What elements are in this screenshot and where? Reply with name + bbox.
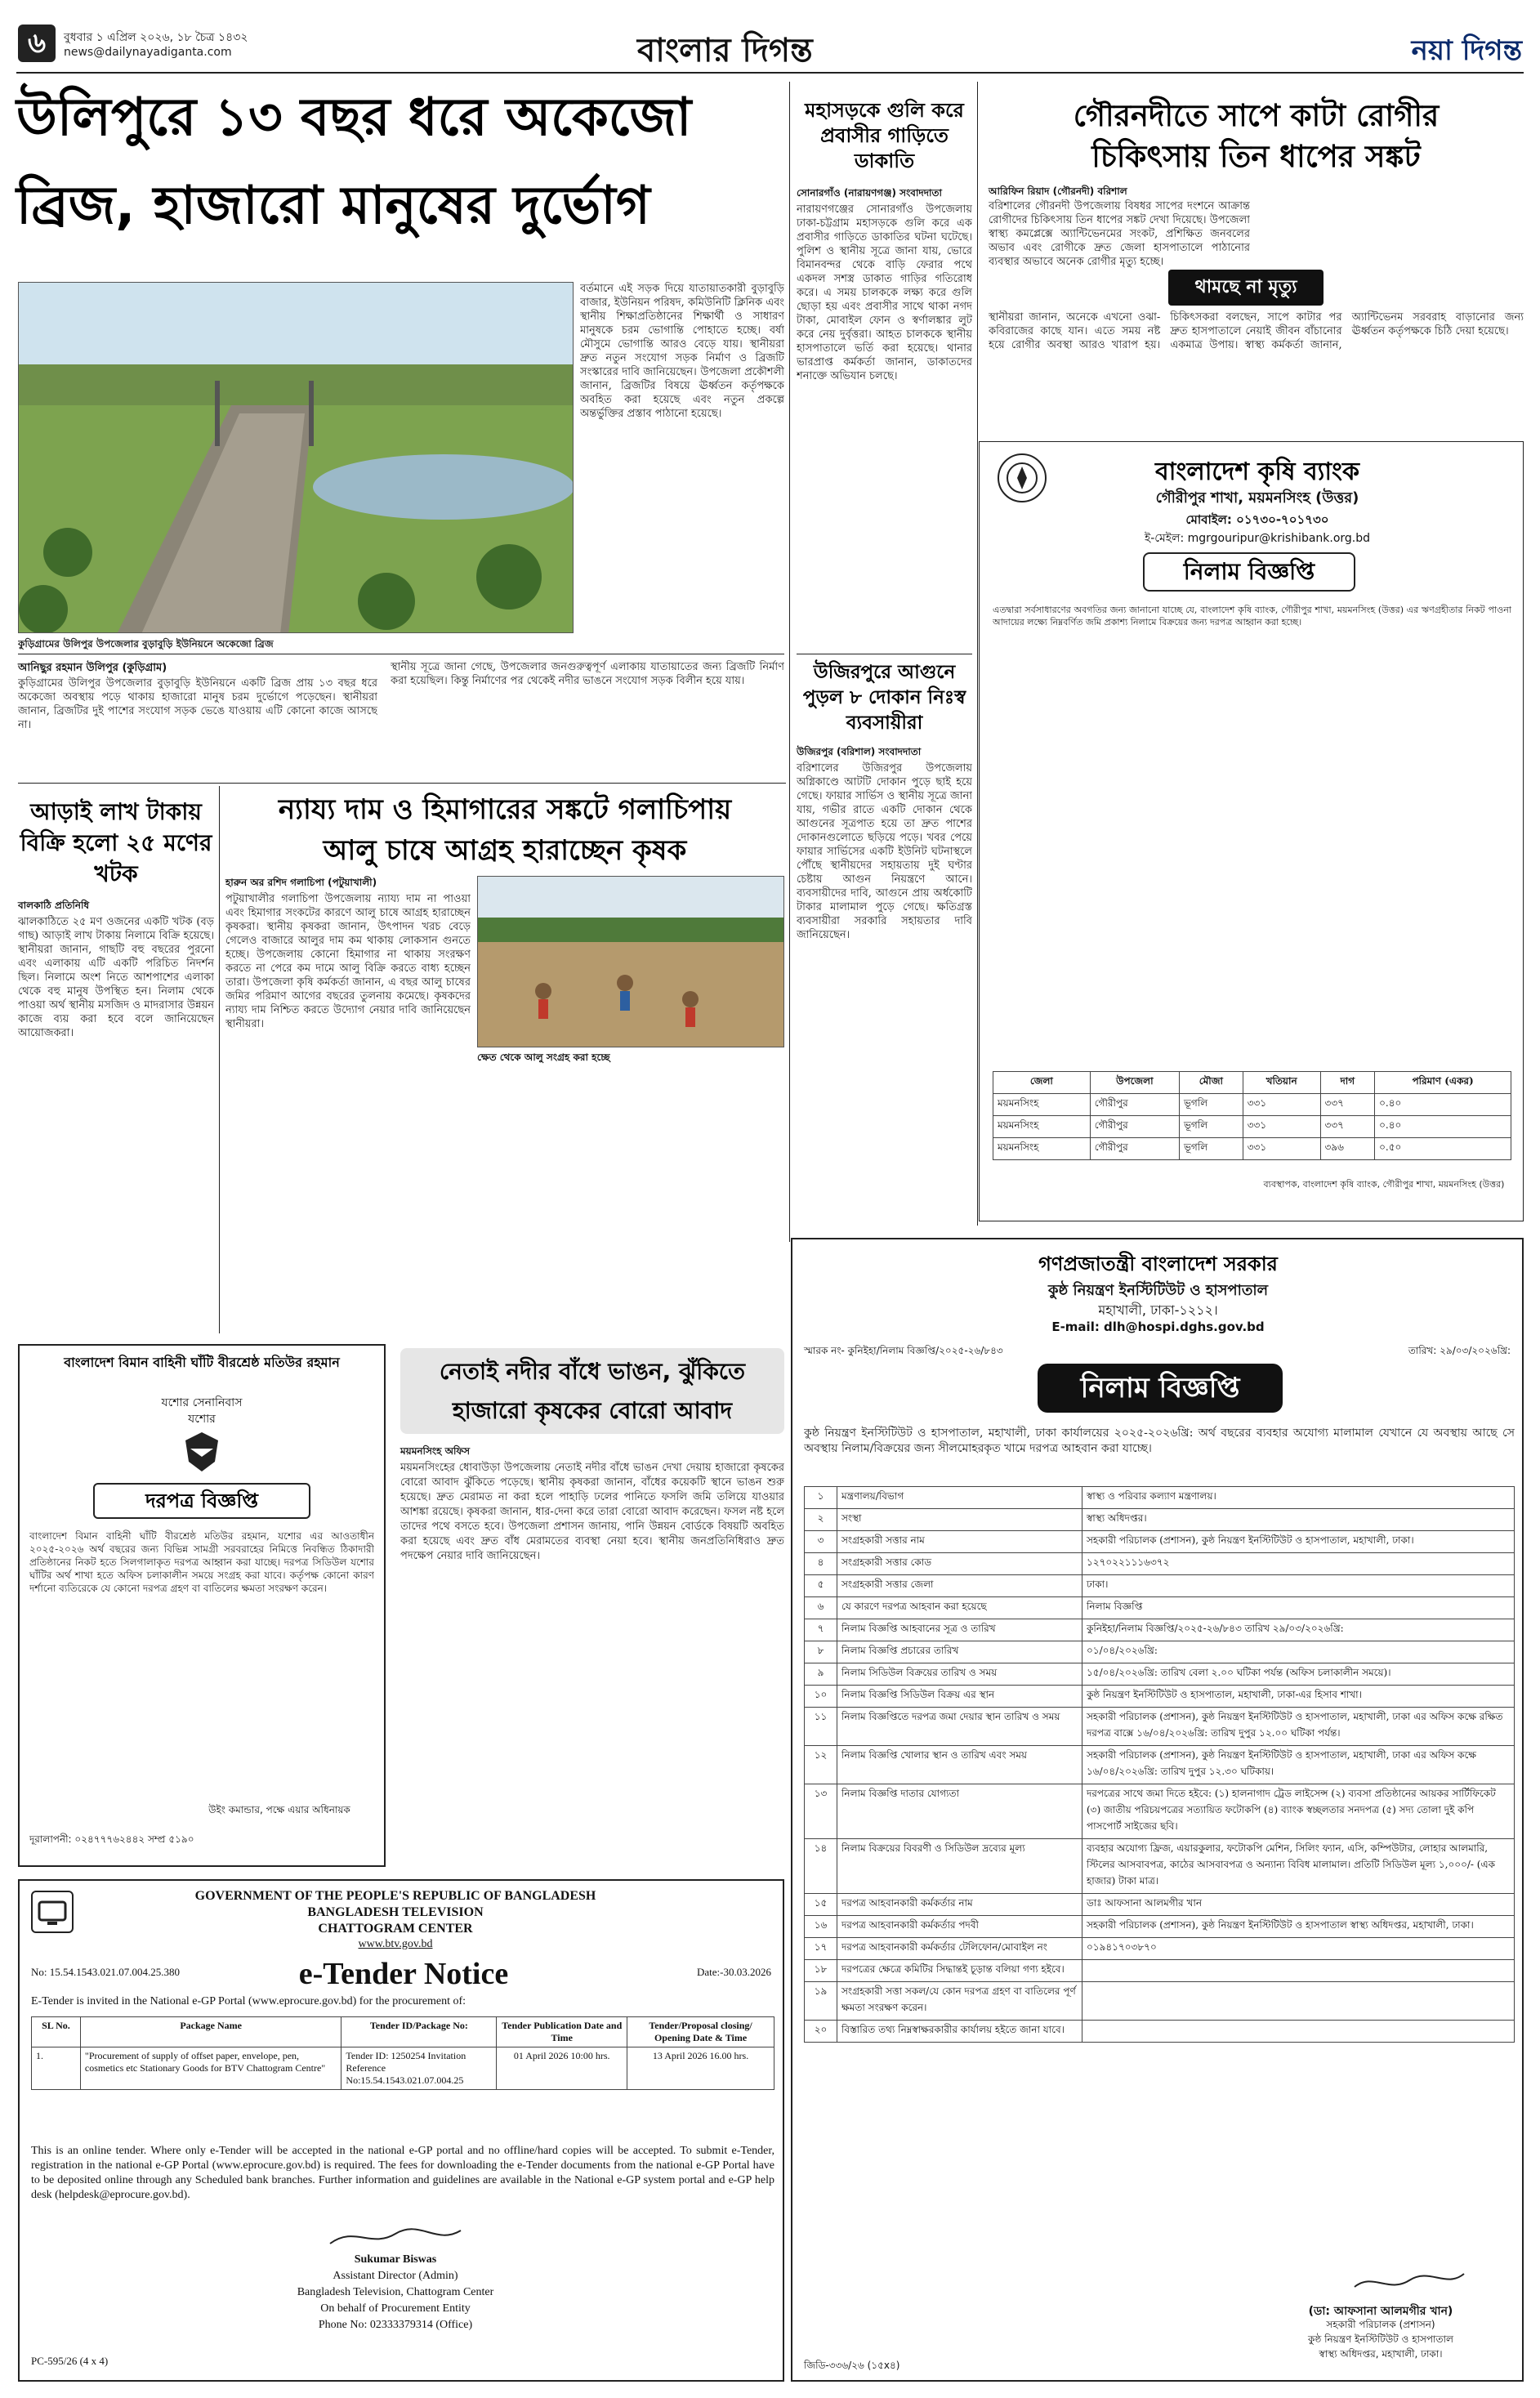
table-header: দাগ bbox=[1320, 1072, 1375, 1094]
potato-headline-2: আলু চাষে আগ্রহ হারাচ্ছেন কৃষক bbox=[323, 834, 687, 867]
table-row bbox=[805, 1597, 1515, 1619]
table-header: উপজেলা bbox=[1090, 1072, 1179, 1094]
leprosy-notice-title: নিলাম বিজ্ঞপ্তি bbox=[1080, 1372, 1240, 1404]
table-row bbox=[805, 1531, 1515, 1553]
row-value: সহকারী পরিচালক (প্রশাসন), কুষ্ঠ নিয়ন্ত্রণ ইনস্টিটিউট ও হাসপাতাল, মহাখালী, ঢাকা। bbox=[1082, 1531, 1515, 1553]
leprosy-signature-mark bbox=[1348, 2269, 1471, 2297]
btv-signer-name: Sukumar Biswas bbox=[354, 2253, 437, 2266]
leprosy-gov-title: গণপ্রজাতন্ত্রী বাংলাদেশ সরকার bbox=[1038, 1253, 1278, 1275]
bank-branch: গৌরীপুর শাখা, ময়মনসিংহ (উত্তর) bbox=[1155, 489, 1359, 507]
dam-headline-1: নেতাই নদীর বাঁধে ভাঙন, ঝুঁকিতে bbox=[439, 1358, 746, 1385]
table-cell: ০.৪০ bbox=[1375, 1094, 1511, 1116]
table-row bbox=[805, 1663, 1515, 1686]
table-cell: ময়মনসিংহ bbox=[993, 1094, 1091, 1116]
row-value: ০১৯৪১৭০৩৮৭০ bbox=[1082, 1938, 1515, 1960]
leprosy-institute: কুষ্ঠ নিয়ন্ত্রণ ইনস্টিটিউট ও হাসপাতাল bbox=[1047, 1282, 1269, 1299]
row-number: ১৫ bbox=[805, 1894, 837, 1916]
air-force-notice-title: দরপত্র বিজ্ঞপ্তি bbox=[145, 1489, 258, 1512]
row-label: যে কারণে দরপত্র আহবান করা হয়েছে bbox=[837, 1597, 1082, 1619]
leprosy-intro: কুষ্ঠ নিয়ন্ত্রণ ইনস্টিটিউট ও হাসপাতাল, মহাখালী, ঢাকা কার্যালয়ের ২০২৫-২০২৬খ্রি: অর্থ বছরের ব্যবহার অযোগ্য মালামাল যেখানে যে অবস্থায় আছে সে অবস্থায় নিলাম/বিক্রয়ের জন্য সীলমোহরকৃত খামে দরপত্র আহবান করা যাচ্ছে। bbox=[804, 1427, 1515, 1455]
snake-pull-quote-box bbox=[1168, 270, 1324, 306]
bridge-body-1: কুড়িগ্রামের উলিপুর উপজেলার বুড়াবুড়ি ইউনিয়নে একটি ব্রিজ প্রায় ১৩ বছর ধরে অকেজো অবস্থায় পড়ে থাকায় হাজারো মানুষ চরম দুর্ভোগে পড়েছেন। স্থানীয়রা জানান, ব্রিজটির দুই পাশের সংযোগ সড়ক ভেঙে যাওয়ায় এটি কোনো কাজে আসছে না। bbox=[18, 677, 377, 731]
table-row bbox=[993, 1116, 1511, 1138]
table-row bbox=[805, 1960, 1515, 1982]
row-label: নিলাম বিজ্ঞপ্তি খোলার স্থান ও তারিখ এবং সময় bbox=[837, 1746, 1082, 1784]
table-cell: ৩৩১ bbox=[1243, 1094, 1320, 1116]
row-label: নিলাম বিজ্ঞপ্তি আহবানের সূত্র ও তারিখ bbox=[837, 1619, 1082, 1641]
khatak-headline: আড়াই লাখ টাকায় বিক্রি হলো ২৫ মণের খটক bbox=[20, 798, 212, 887]
row-number: ৯ bbox=[805, 1663, 837, 1686]
btv-signer-org: Bangladesh Television, Chattogram Center bbox=[297, 2286, 494, 2298]
snake-byline: আরিফিন রিয়াদ (গৌরনদী) বরিশাল bbox=[989, 185, 1127, 197]
row-number: ১৮ bbox=[805, 1960, 837, 1982]
table-cell: 13 April 2026 16.00 hrs. bbox=[627, 2047, 774, 2090]
air-force-header-2: যশোর সেনানিবাস bbox=[161, 1396, 243, 1409]
btv-signature-mark bbox=[322, 2224, 469, 2252]
row-number: ১৭ bbox=[805, 1938, 837, 1960]
robbery-byline: সোনারগাঁও (নারায়ণগঞ্জ) সংবাদদাতা bbox=[797, 187, 943, 199]
khatak-byline: বালকাঠি প্রতিনিধি bbox=[18, 900, 90, 911]
table-header: SL No. bbox=[32, 2017, 81, 2047]
bridge-photo bbox=[18, 282, 574, 633]
bank-phone: মোবাইল: ০১৭৩০-৭০১৭৩০ bbox=[1185, 512, 1329, 527]
btv-signer-behalf: On behalf of Procurement Entity bbox=[320, 2302, 471, 2315]
bank-email[interactable]: ই-মেইল: mgrgouripur@krishibank.org.bd bbox=[1144, 532, 1371, 545]
snake-pull-quote: থামছে না মৃত্যু bbox=[1194, 277, 1297, 297]
khatak-body: ঝালকাঠিতে ২৫ মণ ওজনের একটি খটক (বড় গাছ) আড়াই লাখ টাকায় নিলামে বিক্রি হয়েছে। স্থানীয়রা জানান, গাছটি বহু বছরের পুরনো এবং এলাকায় এটি একটি পরিচিত নিদর্শন ছিল। নিলামে অংশ নিতে আশপাশের এলাকা থেকে বহু মানুষ উপস্থিত হন। নিলাম থেকে পাওয়া অর্থ স্থানীয় মসজিদ ও মাদরাসার উন্নয়ন কাজে ব্যয় করা হবে বলে জানিয়েছেন আয়োজকরা। bbox=[18, 916, 214, 1039]
leprosy-signer-title: সহকারী পরিচালক (প্রশাসন) bbox=[1326, 2319, 1435, 2330]
email-line[interactable]: news@dailynayadiganta.com bbox=[64, 46, 232, 59]
table-row bbox=[993, 1138, 1511, 1160]
table-cell: গৌরীপুর bbox=[1090, 1138, 1179, 1160]
btv-gov-line-2: BANGLADESH TELEVISION bbox=[307, 1905, 484, 1919]
row-label: সংগ্রহকারী সত্তা সকল/যে কোন দরপত্র গ্রহণ বা বাতিলের পূর্ণ ক্ষমতা সংরক্ষণ করেন। bbox=[837, 1982, 1082, 2021]
table-cell: ৩৩৭ bbox=[1320, 1116, 1375, 1138]
row-number: ১৬ bbox=[805, 1916, 837, 1938]
bridge-headline-2: ব্রিজ, হাজারো মানুষের দুর্ভোগ bbox=[16, 176, 650, 236]
col-divider-1 bbox=[789, 82, 790, 1242]
btv-logo-icon bbox=[31, 1891, 74, 1933]
btv-ref-no: No: 15.54.1543.021.07.004.25.380 bbox=[31, 1966, 180, 1978]
leprosy-memo: স্মারক নং- কুনিইহা/নিলাম বিজ্ঞপ্তি/২০২৫-২৬/৮৪৩ bbox=[804, 1345, 1003, 1356]
btv-pc-code: PC-595/26 (4 x 4) bbox=[31, 2355, 109, 2367]
row-label: সংস্থা bbox=[837, 1509, 1082, 1531]
bridge-byline: আনিছুর রহমান উলিপুর (কুড়িগ্রাম) bbox=[18, 662, 167, 674]
air-force-header-1: বাংলাদেশ বিমান বাহিনী ঘাঁটি বীরশ্রেষ্ঠ মতিউর রহমান bbox=[64, 1355, 340, 1370]
snake-body-1: বরিশালের গৌরনদী উপজেলায় বিষধর সাপের দংশনে আক্রান্ত রোগীদের চিকিৎসায় তিন ধাপের সঙ্কট দেখা দিয়েছে। উপজেলা স্বাস্থ্য কমপ্লেক্সে অ্যান্টিভেনমের সংকট, প্রশিক্ষিত জনবলের অভাব এবং রোগীকে দ্রুত জেলা হাসপাতালে পাঠানোর ব্যবস্থার অভাবে অনেক রোগীর মৃত্যু হচ্ছে। bbox=[989, 200, 1250, 268]
table-row bbox=[805, 1509, 1515, 1531]
table-header: পরিমাণ (একর) bbox=[1375, 1072, 1511, 1094]
row-label: নিলাম সিডিউল বিক্রয়ের তারিখ ও সময় bbox=[837, 1663, 1082, 1686]
bank-notice-title: নিলাম বিজ্ঞপ্তি bbox=[1183, 558, 1315, 585]
bridge-photo-caption: কুড়িগ্রামের উলিপুর উপজেলার বুড়াবুড়ি ইউনিয়নে অকেজো ব্রিজ bbox=[18, 638, 274, 650]
row-value: কুষ্ঠ নিয়ন্ত্রণ ইনস্টিটিউট ও হাসপাতাল, মহাখালী, ঢাকা-এর হিসাব শাখা। bbox=[1082, 1686, 1515, 1708]
robbery-body: নারায়ণগঞ্জের সোনারগাঁও উপজেলায় ঢাকা-চট্টগ্রাম মহাসড়কে গুলি করে এক প্রবাসীর গাড়িতে ডাকাতির ঘটনা ঘটেছে। পুলিশ ও স্থানীয় সূত্রে জানা যায়, ভোরে বিমানবন্দর থেকে বাড়ি ফেরার পথে একদল সশস্ত্র ডাকাত গাড়ির গতিরোধ করে। এ সময় চালককে লক্ষ্য করে গুলি ছোড়া হয় এবং প্রবাসীর সাথে থাকা নগদ টাকা, মোবাইল ফোন ও স্বর্ণালঙ্কার লুট করে নেয় দুর্বৃত্তরা। আহত চালককে স্থানীয় হাসপাতালে ভর্তি করা হয়েছে। থানার ভারপ্রাপ্ত কর্মকর্তা জানান, ডাকাতদের শনাক্তে অভিযান চলছে। bbox=[797, 203, 972, 382]
leprosy-address: মহাখালী, ঢাকা-১২১২। bbox=[1098, 1302, 1218, 1318]
snake-body-2: স্থানীয়রা জানান, অনেকে এখনো ওঝা-কবিরাজের কাছে যান। এতে সময় নষ্ট হয়ে রোগীর অবস্থা আরও খারাপ হয়। চিকিৎসকরা বলছেন, সাপে কাটার পর দ্রুত হাসপাতালে নেয়াই জীবন বাঁচানোর একমাত্র উপায়। স্বাস্থ্য কর্মকর্তা জানান, অ্যান্টিভেনম সরবরাহ বাড়ানোর জন্য ঊর্ধ্বতন কর্তৃপক্ষকে চিঠি দেয়া হয়েছে। bbox=[989, 311, 1524, 351]
row-value: ডাঃ আফসানা আলমগীর খান bbox=[1082, 1894, 1515, 1916]
row-number: ১১ bbox=[805, 1708, 837, 1746]
row-number: ১৯ bbox=[805, 1982, 837, 2021]
table-cell: ৩৯৬ bbox=[1320, 1138, 1375, 1160]
table-row bbox=[993, 1094, 1511, 1116]
table-row bbox=[805, 1553, 1515, 1575]
table-cell: 01 April 2026 10:00 hrs. bbox=[497, 2047, 627, 2090]
table-row bbox=[805, 1746, 1515, 1784]
krishi-bank-logo bbox=[998, 453, 1047, 502]
fire-body: বরিশালের উজিরপুর উপজেলায় অগ্নিকাণ্ডে আটটি দোকান পুড়ে ছাই হয়ে গেছে। ফায়ার সার্ভিস ও স্থানীয় সূত্রে জানা যায়, গভীর রাতে একটি দোকান থেকে আগুনের সূত্রপাত হয়ে তা দ্রুত পাশের দোকানগুলোতে ছড়িয়ে পড়ে। খবর পেয়ে ফায়ার সার্ভিসের একটি ইউনিট ঘটনাস্থলে পৌঁছে স্থানীয়দের সহায়তায় দুই ঘণ্টার চেষ্টায় আগুন নিয়ন্ত্রণে আনে। ব্যবসায়ীদের দাবি, আগুনে প্রায় অর্ধকোটি টাকার মালামাল পুড়ে গেছে। ক্ষতিগ্রস্ত ব্যবসায়ীরা সরকারি সহায়তার দাবি জানিয়েছেন। bbox=[797, 762, 972, 941]
leprosy-signer-org: কুষ্ঠ নিয়ন্ত্রণ ইনস্টিটিউট ও হাসপাতাল bbox=[1308, 2333, 1453, 2345]
air-force-body: বাংলাদেশ বিমান বাহিনী ঘাঁটি বীরশ্রেষ্ঠ মতিউর রহমান, যশোর এর আওতাধীন ২০২৫-২০২৬ অর্থ বছরের জন্য বিভিন্ন সামগ্রী সরবরাহের নিমিত্তে নিবন্ধিত ঠিকাদারী প্রতিষ্ঠানের নিকট হতে সিলগালাকৃত দরপত্র আহ্বান করা যাচ্ছে। দরপত্র সিডিউল যশোর ঘাঁটির অর্থ শাখা হতে অফিস চলাকালীন সময়ে সংগ্রহ করা যাবে। কর্তৃপক্ষ কোনো কারণ দর্শানো ব্যতিরেকে যে কোনো দরপত্র গ্রহণ বা বাতিলের ক্ষমতা সংরক্ষণ করেন। bbox=[29, 1530, 374, 1594]
leprosy-details-table bbox=[804, 1486, 1515, 2043]
bank-emblem-icon bbox=[999, 455, 1045, 501]
row-number: ১৪ bbox=[805, 1839, 837, 1894]
row-number: ১২ bbox=[805, 1746, 837, 1784]
table-cell: ০.৫০ bbox=[1375, 1138, 1511, 1160]
table-row bbox=[805, 1894, 1515, 1916]
potato-byline: হারুন অর রশিদ গলাচিপা (পটুয়াখালী) bbox=[225, 877, 377, 888]
leprosy-email[interactable]: E-mail: dlh@hospi.dghs.gov.bd bbox=[1051, 1320, 1265, 1334]
btv-tender-table bbox=[31, 2016, 774, 2090]
table-cell: ভূগলি bbox=[1179, 1138, 1243, 1160]
air-force-phone: দূরালাপনী: ০২৪৭৭৭৬২৪৪২ সম্প্র ৫১৯০ bbox=[29, 1833, 194, 1845]
col-divider-2 bbox=[977, 82, 978, 1226]
row-number: ১ bbox=[805, 1487, 837, 1509]
row-value: নিলাম বিজ্ঞপ্তি bbox=[1082, 1597, 1515, 1619]
row-label: নিলাম বিজ্ঞপ্তিতে দরপত্র জমা দেয়ার স্থান তারিখ ও সময় bbox=[837, 1708, 1082, 1746]
page-number-badge bbox=[18, 25, 56, 62]
row-value: সহকারী পরিচালক (প্রশাসন), কুষ্ঠ নিয়ন্ত্রণ ইনস্টিটিউট ও হাসপাতাল স্বাস্থ্য অধিদপ্তর, মহাখালী, ঢাকা। bbox=[1082, 1916, 1515, 1938]
row-number: ২ bbox=[805, 1509, 837, 1531]
row-value: ১৫/০৪/২০২৬খ্রি: তারিখ বেলা ২.০০ ঘটিকা পর্যন্ত (অফিস চলাকালীন সময়ে)। bbox=[1082, 1663, 1515, 1686]
table-header: Tender/Proposal closing/ Opening Date & Time bbox=[627, 2017, 774, 2047]
bank-land-table bbox=[993, 1071, 1511, 1160]
fire-headline: উজিরপুরে আগুনে পুড়ল ৮ দোকান নিঃস্ব ব্যবসায়ীরা bbox=[802, 662, 966, 734]
row-label: সংগ্রহকারী সত্তার জেলা bbox=[837, 1575, 1082, 1597]
row-label: বিস্তারিত তথ্য নিম্নস্বাক্ষরকারীর কার্যালয় হইতে জানা যাবে। bbox=[837, 2021, 1082, 2043]
bridge-body-3: বর্তমানে এই সড়ক দিয়ে যাতায়াতকারী বুড়াবুড়ি বাজার, ইউনিয়ন পরিষদ, কমিউনিটি ক্লিনিক এবং স্থানীয় শিক্ষাপ্রতিষ্ঠানের শিক্ষার্থী ও সাধারণ মানুষকে চরম ভোগান্তি পোহাতে হচ্ছে। বর্ষা মৌসুমে ভোগান্তি আরও বেড়ে যায়। স্থানীয়রা দ্রুত নতুন সংযোগ সড়ক নির্মাণ ও ব্রিজটি সংস্কারের দাবি জানিয়েছেন। উপজেলা প্রকৌশলী জানান, ব্রিজটির বিষয়ে ঊর্ধ্বতন কর্তৃপক্ষকে অবহিত করা হয়েছে এবং নতুন প্রকল্পে অন্তর্ভুক্তির প্রস্তাব পাঠানো হয়েছে। bbox=[580, 283, 784, 420]
table-row bbox=[805, 1938, 1515, 1960]
row-number: ৩ bbox=[805, 1531, 837, 1553]
table-cell: গৌরীপুর bbox=[1090, 1116, 1179, 1138]
date-line: বুধবার ১ এপ্রিল ২০২৬, ১৮ চৈত্র ১৪৩২ bbox=[64, 31, 248, 44]
btv-signer-title: Assistant Director (Admin) bbox=[333, 2270, 458, 2282]
bridge-body-2: স্থানীয় সূত্রে জানা গেছে, উপজেলার জনগুরুত্বপূর্ণ এলাকায় যাতায়াতের জন্য ব্রিজটি নির্মাণ করা হয়েছিল। কিন্তু নির্মাণের পর থেকেই নদীর ভাঙনে সংযোগ সড়ক বিলীন হয়ে যায়। bbox=[391, 661, 784, 687]
row-number: ১০ bbox=[805, 1686, 837, 1708]
table-cell: ০.৪০ bbox=[1375, 1116, 1511, 1138]
table-row bbox=[805, 1487, 1515, 1509]
row-value: ১২৭০২২১১১৬৩৭২ bbox=[1082, 1553, 1515, 1575]
row-label: নিলাম বিজ্ঞপ্তি সিডিউল বিক্রয় এর স্থান bbox=[837, 1686, 1082, 1708]
table-cell: ময়মনসিংহ bbox=[993, 1116, 1091, 1138]
table-row bbox=[805, 1982, 1515, 2021]
bridge-headline-1: উলিপুরে ১৩ বছর ধরে অকেজো bbox=[16, 87, 692, 148]
table-header: Tender Publication Date and Time bbox=[497, 2017, 627, 2047]
fire-byline: উজিরপুর (বরিশাল) সংবাদদাতা bbox=[797, 746, 922, 757]
table-cell: ৩৩১ bbox=[1243, 1116, 1320, 1138]
table-cell: ভূগলি bbox=[1179, 1116, 1243, 1138]
snake-headline-1: গৌরনদীতে সাপে কাটা রোগীর bbox=[1073, 98, 1440, 133]
potato-photo-caption: ক্ষেত থেকে আলু সংগ্রহ করা হচ্ছে bbox=[477, 1052, 610, 1063]
row-value: কুনিইহা/নিলাম বিজ্ঞপ্তি/২০২৫-২৬/৮৪৩ তারিখ ২৯/০৩/২০২৬খ্রি: bbox=[1082, 1619, 1515, 1641]
potato-headline-1: ন্যায্য দাম ও হিমাগারের সঙ্কটে গলাচিপায় bbox=[278, 793, 732, 826]
row-label: সংগ্রহকারী সত্তার নাম bbox=[837, 1531, 1082, 1553]
row-value: সহকারী পরিচালক (প্রশাসন), কুষ্ঠ নিয়ন্ত্রণ ইনস্টিটিউট ও হাসপাতাল, মহাখালী, ঢাকা এর অফিস কক্ষে রক্ষিত দরপত্র বাক্সে ১৬/০৪/২০২৬খ্রি: তারিখ দুপুর ১২.০০ ঘটিকা পর্যন্ত। bbox=[1082, 1708, 1515, 1746]
table-row bbox=[805, 1619, 1515, 1641]
row-value: স্বাস্থ্য অধিদপ্তর। bbox=[1082, 1509, 1515, 1531]
row-divider-khatak bbox=[18, 783, 786, 784]
row-number: ৭ bbox=[805, 1619, 837, 1641]
btv-title: e-Tender Notice bbox=[298, 1957, 509, 1991]
bank-name: বাংলাদেশ কৃষি ব্যাংক bbox=[1155, 458, 1359, 486]
row-label: সংগ্রহকারী সত্তার কোড bbox=[837, 1553, 1082, 1575]
row-label: নিলাম বিজ্ঞপ্তি দাতার যোগ্যতা bbox=[837, 1784, 1082, 1839]
table-header: মৌজা bbox=[1179, 1072, 1243, 1094]
table-row bbox=[805, 1686, 1515, 1708]
row-number: ৮ bbox=[805, 1641, 837, 1663]
air-force-header-3: যশোর bbox=[188, 1413, 216, 1426]
table-row bbox=[805, 1839, 1515, 1894]
row-label: দরপত্র আহবানকারী কর্মকর্তার পদবী bbox=[837, 1916, 1082, 1938]
krishi-bank-ad bbox=[979, 441, 1524, 1221]
section-title: বাংলার দিগন্ত bbox=[637, 31, 813, 69]
leprosy-signer-name: (ডা: আফসানা আলমগীর খান) bbox=[1308, 2305, 1453, 2318]
leprosy-signer-dept: স্বাস্থ্য অধিদপ্তর, মহাখালী, ঢাকা। bbox=[1319, 2348, 1443, 2360]
air-force-title-box bbox=[93, 1483, 310, 1519]
btv-gov-line-1: GOVERNMENT OF THE PEOPLE'S REPUBLIC OF BANGLADESH bbox=[194, 1889, 596, 1903]
row-value: স্বাস্থ্য ও পরিবার কল্যাণ মন্ত্রণালয়। bbox=[1082, 1487, 1515, 1509]
table-cell: ৩৩৭ bbox=[1320, 1094, 1375, 1116]
row-number: ২০ bbox=[805, 2021, 837, 2043]
row-label: দরপত্র আহবানকারী কর্মকর্তার নাম bbox=[837, 1894, 1082, 1916]
table-cell: ভূগলি bbox=[1179, 1094, 1243, 1116]
table-row bbox=[805, 1641, 1515, 1663]
air-force-ad bbox=[18, 1344, 386, 1867]
btv-gov-line-3: CHATTOGRAM CENTER bbox=[318, 1922, 473, 1936]
row-number: ৬ bbox=[805, 1597, 837, 1619]
newspaper-logo: নয়া দিগন্ত bbox=[1411, 34, 1522, 67]
leprosy-auction-ad bbox=[791, 1238, 1524, 2382]
snake-headline-2: চিকিৎসায় তিন ধাপের সঙ্কট bbox=[1091, 139, 1421, 174]
row-label: নিলাম বিক্রয়ের বিবরণী ও সিডিউল দ্রব্যের মূল্য bbox=[837, 1839, 1082, 1894]
row-number: ৫ bbox=[805, 1575, 837, 1597]
potato-body: পটুয়াখালীর গলাচিপা উপজেলায় ন্যায্য দাম না পাওয়া এবং হিমাগার সংকটের কারণে আলু চাষে আগ্রহ হারাচ্ছেন কৃষকরা। স্থানীয় কৃষকরা জানান, উৎপাদন খরচ বেড়ে গেলেও বাজারে আলুর দাম কম থাকায় লোকসান গুনতে হচ্ছে। উপজেলায় কোনো হিমাগার না থাকায় সংরক্ষণ করতে না পেরে কম দামে আলু বিক্রি করতে বাধ্য হচ্ছেন তারা। উপজেলা কৃষি কর্মকর্তা জানান, এ বছর আলু চাষের জমির পরিমাণ আগের বছরের তুলনায় কমেছে। কৃষকদের ন্যায্য দাম নিশ্চিত করতে উদ্যোগ নেয়ার দাবি জানিয়েছেন স্থানীয়রা। bbox=[225, 893, 471, 1030]
table-row bbox=[805, 1784, 1515, 1839]
btv-tender-ad bbox=[18, 1879, 784, 2382]
btv-website[interactable]: www.btv.gov.bd bbox=[358, 1938, 433, 1950]
page-number: ৬ bbox=[27, 27, 47, 60]
row-number: ১৩ bbox=[805, 1784, 837, 1839]
btv-signer-phone: Phone No: 02333379314 (Office) bbox=[318, 2319, 473, 2331]
air-force-signature: উইং কমান্ডার, পক্ষে এয়ার অধিনায়ক bbox=[208, 1804, 350, 1815]
row-label: দরপত্রের ক্ষেত্রে কমিটির সিদ্ধান্তই চূড়ান্ত বলিয়া গণ্য হইবে। bbox=[837, 1960, 1082, 1982]
table-cell: ময়মনসিংহ bbox=[993, 1138, 1091, 1160]
dam-byline: ময়মনসিংহ অফিস bbox=[400, 1445, 471, 1457]
table-cell: গৌরীপুর bbox=[1090, 1094, 1179, 1116]
table-header: Tender ID/Package No: bbox=[341, 2017, 497, 2047]
masthead-rule bbox=[16, 72, 1524, 74]
air-force-crest-icon bbox=[179, 1429, 225, 1475]
table-row bbox=[32, 2047, 774, 2090]
btv-intro: E-Tender is invited in the National e-GP Portal (www.eprocure.gov.bd) for the procurement of: bbox=[31, 1995, 466, 2007]
col-divider-khatak bbox=[219, 786, 220, 1333]
btv-footer-text: This is an online tender. Where only e-Tender will be accepted in the national e-GP portal and no offline/hard copies will be accepted. To submit e-Tender, registration in the national e-GP Portal (www.eprocure.gov.bd) is required. The fees for downloading the e-Tender documents from the national e-GP Portal have to be deposited online through any Scheduled bank branches. Further information and guidelines are available in the National e-GP system portal and e-GP help desk (helpdesk@eprocure.gov.bd). bbox=[31, 2145, 774, 2201]
table-header: জেলা bbox=[993, 1072, 1091, 1094]
table-row bbox=[805, 1575, 1515, 1597]
leprosy-memo-date: তারিখ: ২৯/০৩/২০২৬খ্রি: bbox=[1408, 1345, 1511, 1356]
table-cell: ৩৩১ bbox=[1243, 1138, 1320, 1160]
table-cell: "Procurement of supply of offset paper, envelope, pen, cosmetics etc Stationary Goods for BTV Chattogram Centre" bbox=[80, 2047, 341, 2090]
bank-intro: এতদ্বারা সর্বসাধারণের অবগতির জন্য জানানো যাচ্ছে যে, বাংলাদেশ কৃষি ব্যাংক, গৌরীপুর শাখা, ময়মনসিংহ (উত্তর) এর ঋণগ্রহীতার নিকট পাওনা আদায়ের লক্ষ্যে নিম্নবর্ণিত জমি প্রকাশ্য নিলামে বিক্রয়ের জন্য দরপত্র আহ্বান করা হচ্ছে। bbox=[993, 605, 1511, 627]
row-label: নিলাম বিজ্ঞপ্তি প্রচারের তারিখ bbox=[837, 1641, 1082, 1663]
table-header: খতিয়ান bbox=[1243, 1072, 1320, 1094]
leprosy-code: জিডি-৩৩৬/২৬ (১৫x৪) bbox=[804, 2360, 900, 2371]
potato-photo bbox=[477, 876, 784, 1047]
table-row bbox=[805, 2021, 1515, 2043]
table-cell: 1. bbox=[32, 2047, 81, 2090]
row-label: দরপত্র আহবানকারী কর্মকর্তার টেলিফোন/মোবাইল নং bbox=[837, 1938, 1082, 1960]
row-value: দরপত্রের সাথে জমা দিতে হইবে: (১) হালনাগাদ ট্রেড লাইসেন্স (২) ব্যবসা প্রতিষ্ঠানের আয়কর সার্টিফিকেট (৩) জাতীয় পরিচয়পত্রের সত্যায়িত ফটোকপি (৪) ব্যাংক স্বচ্ছলতার সনদপত্র (৫) সদ্য তোলা দুই কপি পাসপোর্ট সাইজের ছবি। bbox=[1082, 1784, 1515, 1839]
dam-body: ময়মনসিংহের ধোবাউড়া উপজেলায় নেতাই নদীর বাঁধে ভাঙন দেখা দেয়ায় হাজারো কৃষকের বোরো আবাদ ঝুঁকিতে পড়েছে। স্থানীয় কৃষকরা জানান, বাঁধের কয়েকটি স্থানে ভাঙন শুরু হয়েছে। দ্রুত মেরামত না করা হলে পাহাড়ি ঢলের পানিতে ফসলি জমি তলিয়ে যাওয়ার আশঙ্কা রয়েছে। কৃষকরা জানান, ধার-দেনা করে তারা বোরো আবাদ করেছেন। ফসল নষ্ট হলে তাদের পথে বসতে হবে। উপজেলা প্রশাসন জানায়, পানি উন্নয়ন বোর্ডকে বিষয়টি অবহিত করা হয়েছে এবং দ্রুত বাঁধ মেরামতের ব্যবস্থা নেয়া হবে। স্থানীয় জনপ্রতিনিধিরাও দ্রুত পদক্ষেপ নেয়ার দাবি জানিয়েছেন। bbox=[400, 1462, 784, 1562]
row-value: ব্যবহার অযোগ্য ফ্রিজ, এয়ারকুলার, ফটোকপি মেশিন, সিলিং ফ্যান, এসি, কম্পিউটার, লোহার আলমারি, স্টিলের আসবাবপত্র, কাঠের আসবাবপত্র ও অন্যান্য বিবিধ মালামাল। প্রতিটি সিডিউল মূল্য ১,০০০/- (এক হাজার) টাকা মাত্র। bbox=[1082, 1839, 1515, 1894]
dam-headline-2: হাজারো কৃষকের বোরো আবাদ bbox=[452, 1397, 733, 1424]
btv-date: Date:-30.03.2026 bbox=[697, 1966, 771, 1978]
bank-notice-title-box bbox=[1143, 552, 1355, 592]
leprosy-title-box bbox=[1038, 1364, 1283, 1413]
row-value bbox=[1082, 1960, 1515, 1982]
table-header: Package Name bbox=[80, 2017, 341, 2047]
table-row bbox=[805, 1708, 1515, 1746]
row-number: ৪ bbox=[805, 1553, 837, 1575]
potato-photo-image bbox=[478, 877, 784, 1047]
row-value: ঢাকা। bbox=[1082, 1575, 1515, 1597]
bank-signature: ব্যবস্থাপক, বাংলাদেশ কৃষি ব্যাংক, গৌরীপুর শাখা, ময়মনসিংহ (উত্তর) bbox=[1263, 1179, 1505, 1190]
row-value: সহকারী পরিচালক (প্রশাসন), কুষ্ঠ নিয়ন্ত্রণ ইনস্টিটিউট ও হাসপাতাল, মহাখালী, ঢাকা এর অফিস কক্ষে ১৬/০৪/২০২৬খ্রি: তারিখ দুপুর ১২.৩০ ঘটিকায়। bbox=[1082, 1746, 1515, 1784]
table-row bbox=[805, 1916, 1515, 1938]
row-value: ০১/০৪/২০২৬খ্রি: bbox=[1082, 1641, 1515, 1663]
row-value bbox=[1082, 2021, 1515, 2043]
table-cell: Tender ID: 1250254 Invitation Reference No:15.54.1543.021.07.004.25 bbox=[341, 2047, 497, 2090]
robbery-headline: মহাসড়কে গুলি করে প্রবাসীর গাড়িতে ডাকাতি bbox=[805, 99, 964, 172]
bridge-photo-image bbox=[19, 283, 574, 633]
row-value bbox=[1082, 1982, 1515, 2021]
row-label: মন্ত্রণালয়/বিভাগ bbox=[837, 1487, 1082, 1509]
